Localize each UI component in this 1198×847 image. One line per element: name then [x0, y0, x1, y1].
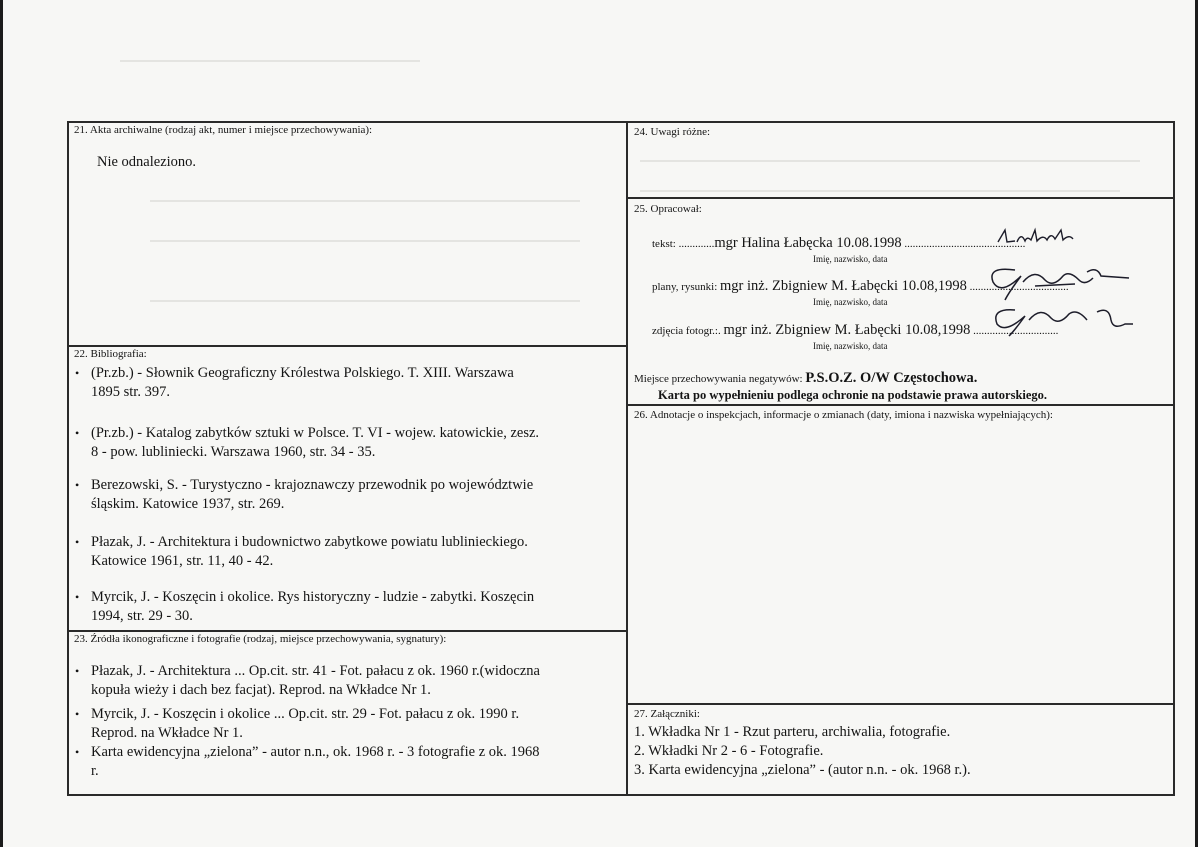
bibliography-line: Myrcik, J. - Koszęcin i okolice. Rys historyczny - ludzie - zabytki. Koszęcin: [91, 589, 535, 605]
bullet-icon: •: [75, 745, 80, 759]
section-26-header: 26. Adnotacje o inspekcjach, informacje o zmianach (daty, imiona i nazwiska wypełniających):: [634, 409, 1053, 421]
author-row-caption: Imię, nazwisko, data: [813, 341, 888, 351]
source-line: Karta ewidencyjna „zielona” - autor n.n., ok. 1968 r. - 3 fotografie z ok. 1968: [91, 744, 540, 760]
divider-22-23: [67, 630, 627, 632]
copyright-notice: Karta po wypełnieniu podlega ochronie na podstawie prawa autorskiego.: [658, 388, 1048, 402]
bibliography-line: (Pr.zb.) - Słownik Geograficzny Królestwa Polskiego. T. XIII. Warszawa: [91, 365, 514, 381]
bullet-icon: •: [75, 366, 80, 380]
bibliography-line: 8 - pow. lubliniecki. Warszawa 1960, str. 34 - 35.: [91, 444, 376, 460]
divider-24-25: [627, 197, 1175, 199]
author-row-caption: Imię, nazwisko, data: [813, 297, 888, 307]
section-23-header: 23. Źródła ikonograficzne i fotografie (rodzaj, miejsce przechowywania, sygnatury):: [74, 633, 447, 645]
source-line: Płazak, J. - Architektura ... Op.cit. str. 41 - Fot. pałacu z ok. 1960 r.(widoczna: [91, 663, 540, 679]
bullet-icon: •: [75, 707, 80, 721]
source-line: Reprod. na Wkładce Nr 1.: [91, 725, 243, 741]
signature-3: [985, 302, 1135, 340]
source-line: r.: [91, 763, 99, 779]
negatives-label: Miejsce przechowywania negatywów:: [634, 373, 803, 385]
author-row-text: [652, 235, 1025, 252]
bleed-through-line: [120, 60, 420, 62]
bibliography-line: śląskim. Katowice 1937, str. 269.: [91, 496, 285, 512]
source-item: [75, 743, 540, 781]
section-27-header: 27. Załączniki:: [634, 708, 700, 720]
bibliography-line: 1994, str. 29 - 30.: [91, 608, 193, 624]
attachment-item: 2. Wkładki Nr 2 - 6 - Fotografie.: [634, 743, 824, 759]
author-row-leader: .: [717, 325, 724, 337]
author-row-leader: ............................................: [901, 238, 1026, 250]
author-row-label: plany, rysunki:: [652, 281, 718, 293]
attachment-item: 1. Wkładka Nr 1 - Rzut parteru, archiwalia, fotografie.: [634, 724, 951, 740]
section-21-text: Nie odnaleziono.: [97, 154, 197, 170]
author-row-leader: .............: [675, 238, 715, 250]
signature-2: [975, 262, 1135, 304]
author-row-value: mgr inż. Zbigniew M. Łabęcki 10.08,1998: [720, 278, 967, 294]
attachment-item: 3. Karta ewidencyjna „zielona” - (autor n.n. - ok. 1968 r.).: [634, 762, 971, 778]
bibliography-line: (Pr.zb.) - Katalog zabytków sztuki w Polsce. T. VI - wojew. katowickie, zesz.: [91, 425, 540, 441]
divider-25-26: [627, 404, 1175, 406]
author-row-leader: ...............................: [970, 325, 1059, 337]
bullet-icon: •: [75, 426, 80, 440]
bibliography-line: Katowice 1961, str. 11, 40 - 42.: [91, 553, 274, 569]
bibliography-line: Płazak, J. - Architektura i budownictwo zabytkowe powiatu lublinieckiego.: [91, 534, 528, 550]
source-item: [75, 705, 520, 743]
bullet-icon: •: [75, 478, 80, 492]
bullet-icon: •: [75, 590, 80, 604]
author-row-value: mgr inż. Zbigniew M. Łabęcki 10.08,1998: [723, 322, 971, 338]
bibliography-item: [75, 533, 528, 571]
signature-1: [995, 224, 1085, 250]
author-row-label: zdjęcia fotogr.:: [652, 325, 718, 337]
author-row-value: mgr Halina Łabęcka 10.08.1998: [714, 235, 902, 251]
bibliography-item: [75, 588, 535, 626]
author-row-label: tekst:: [652, 238, 676, 250]
divider-21-22: [67, 345, 627, 347]
source-line: Myrcik, J. - Koszęcin i okolice ... Op.cit. str. 29 - Fot. pałacu z ok. 1990 r.: [91, 706, 520, 722]
author-row-caption: Imię, nazwisko, data: [813, 254, 888, 264]
divider-26-27: [627, 703, 1175, 705]
section-21-header: 21. Akta archiwalne (rodzaj akt, numer i miejsce przechowywania):: [74, 124, 373, 136]
source-line: kopuła wieży i dach bez facjat). Reprod. na Wkładce Nr 1.: [91, 682, 431, 698]
bibliography-line: 1895 str. 397.: [91, 384, 170, 400]
negatives-storage: [634, 370, 977, 387]
negatives-value: P.S.O.Z. O/W Częstochowa.: [805, 370, 978, 386]
section-24-header: 24. Uwagi różne:: [634, 126, 711, 138]
column-divider: [626, 121, 628, 796]
author-row-leader: ....................................: [966, 281, 1069, 293]
section-25-header: 25. Opracował:: [634, 203, 702, 215]
bullet-icon: •: [75, 535, 80, 549]
bibliography-item: [75, 424, 540, 462]
bibliography-line: Berezowski, S. - Turystyczno - krajoznawczy przewodnik po województwie: [91, 477, 534, 493]
source-item: [75, 662, 540, 700]
page-edge-left: [0, 0, 3, 847]
section-22-header: 22. Bibliografia:: [74, 348, 147, 360]
bibliography-item: [75, 364, 514, 402]
bullet-icon: •: [75, 664, 80, 678]
bibliography-item: [75, 476, 534, 514]
